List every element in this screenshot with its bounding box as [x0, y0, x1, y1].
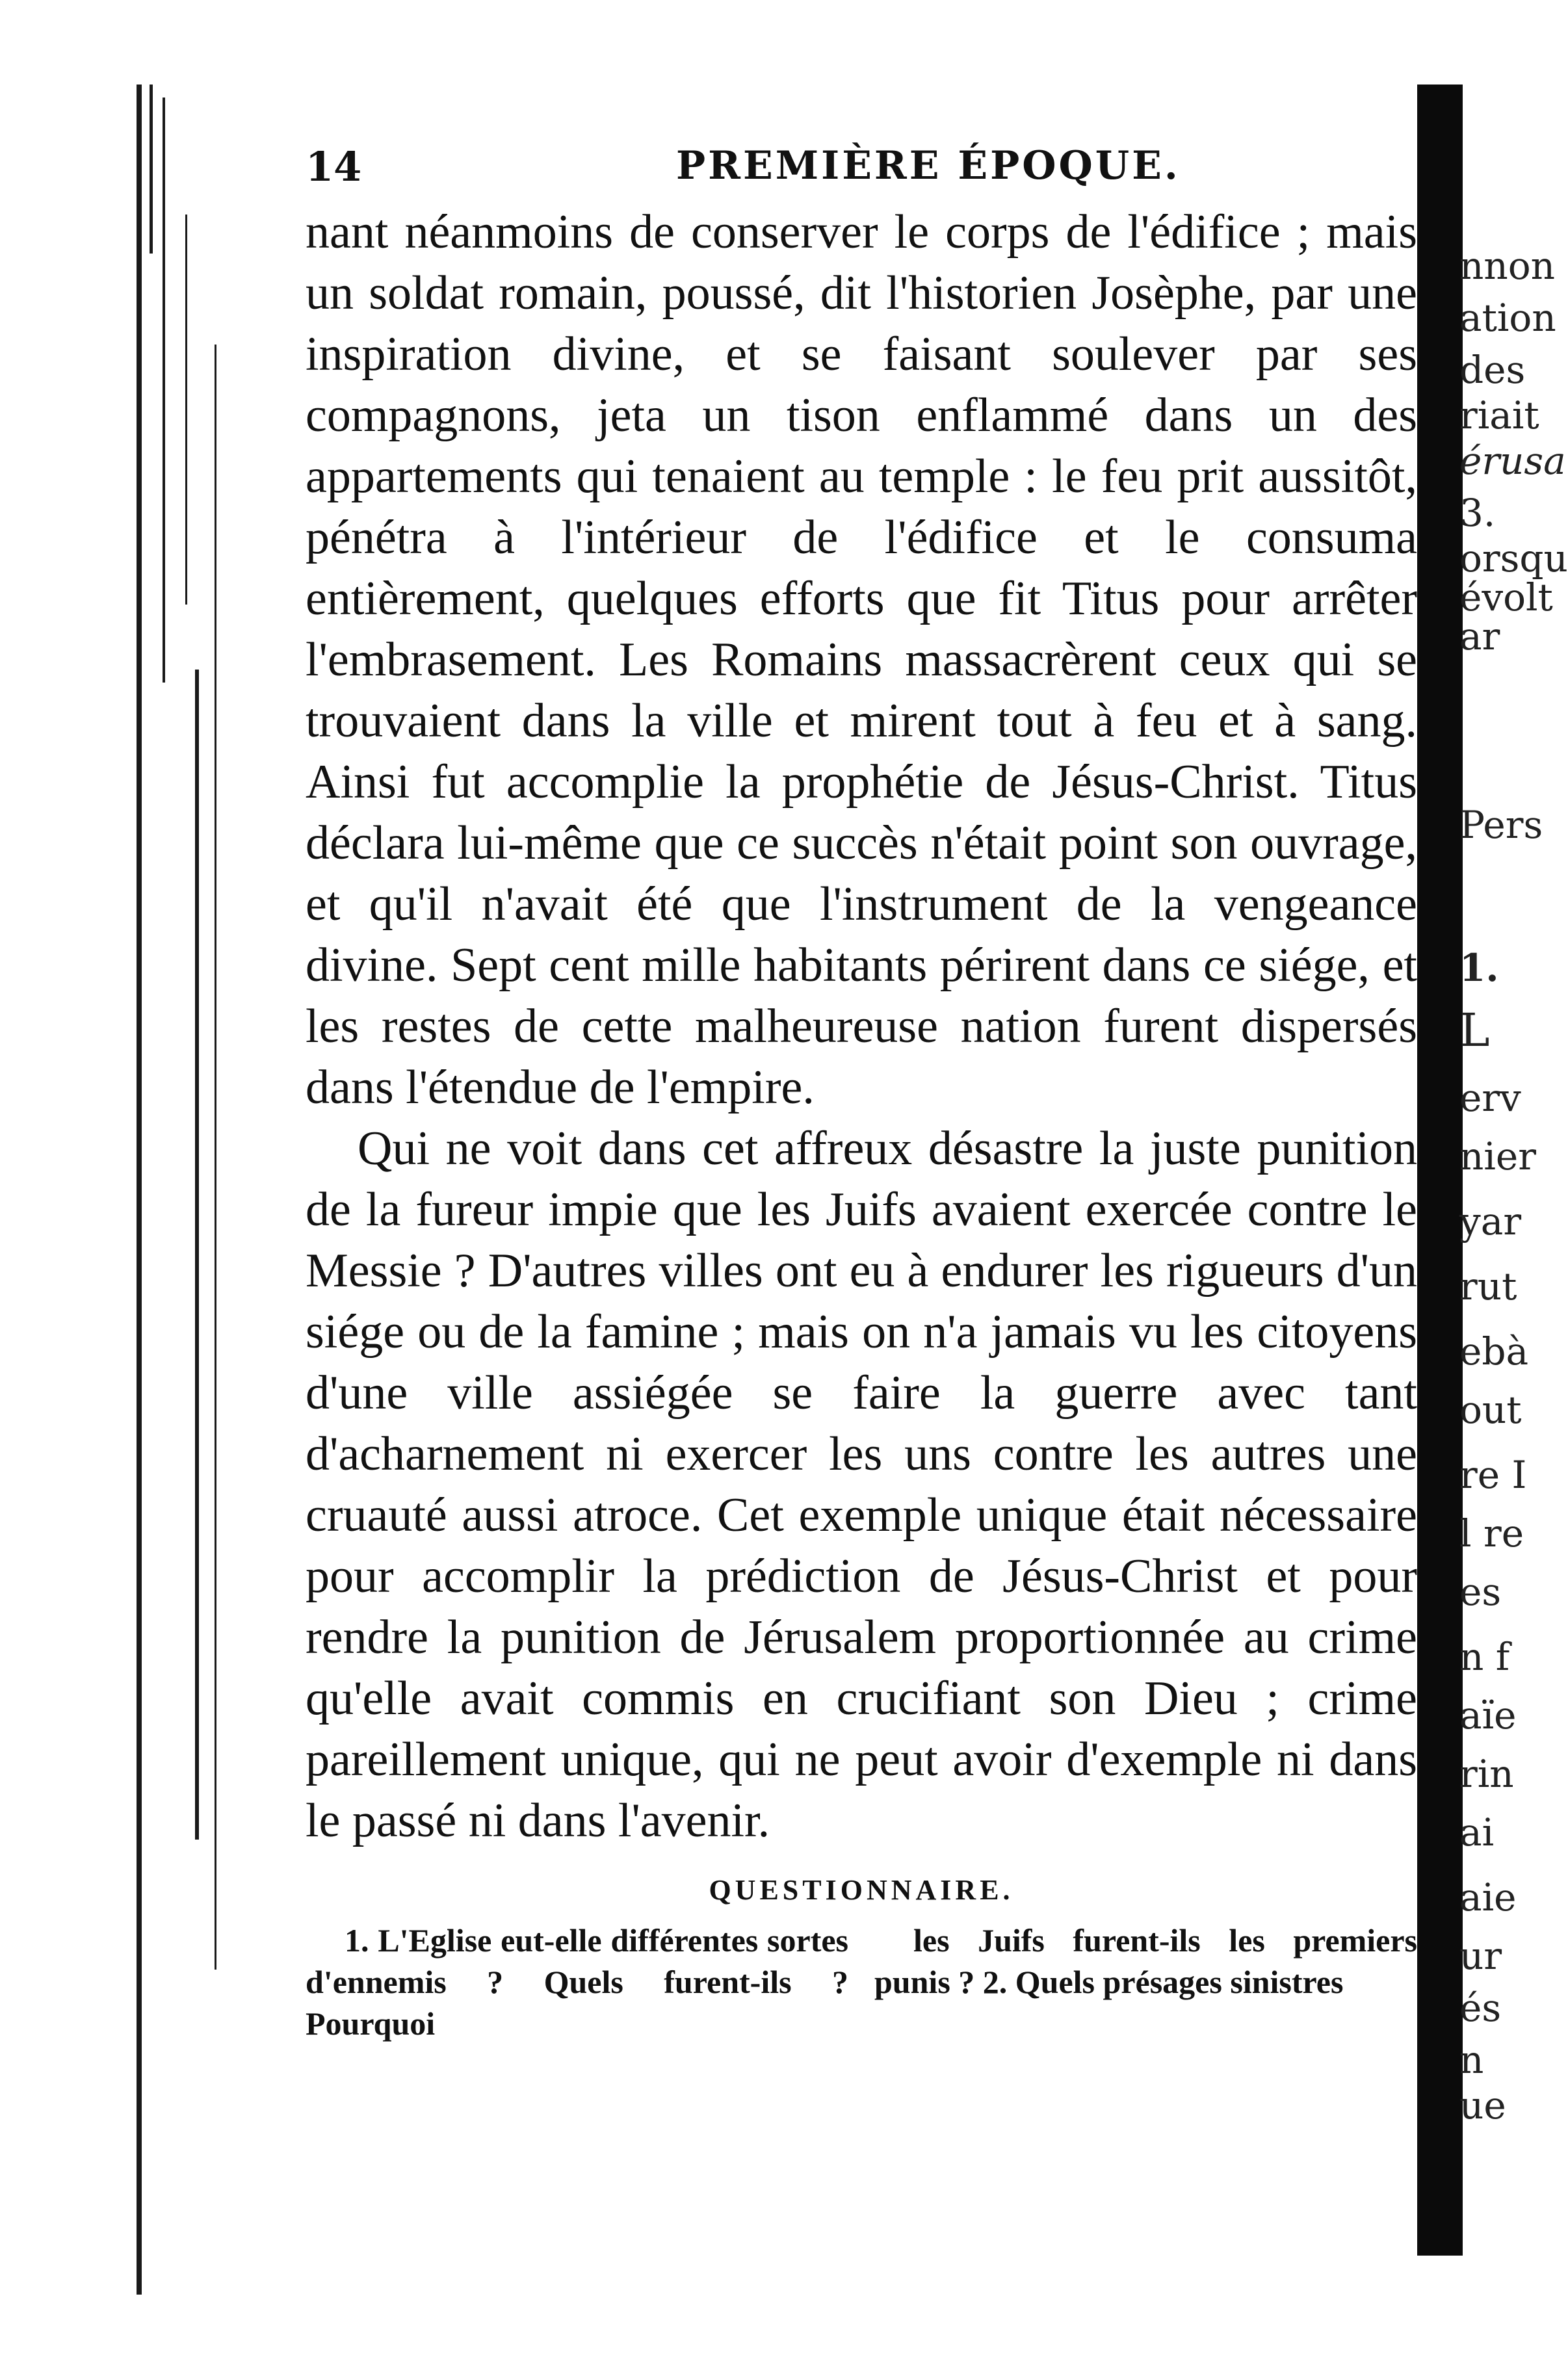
running-title: PREMIÈRE ÉPOQUE. — [676, 143, 1181, 189]
question-left: 1. L'Eglise eut-elle différentes sortes d'ennemis ? Quels furent-ils ? Pourquoi — [306, 1922, 848, 2042]
question-right: les Juifs furent-ils les premiers punis ? 2. Quels présages sinistres — [874, 1922, 1417, 2000]
book-page — [306, 130, 1417, 2044]
questionnaire-title: QUESTIONNAIRE. — [709, 1874, 1014, 1906]
paragraph: nant néanmoins de conserver le corps de l'édifice ; mais un soldat romain, poussé, dit l'historien Josèphe, par une inspiration divine, et se faisant soulever par ses compagnons, jeta un tison enflammé dans un des appartements qui tenaient au temple : le feu prit aussitôt, pénétra à l'intérieur de l'édifice et le consuma entièrement, quelques efforts que fit Titus pour arrêter l'embrasement. Les Romains massacrèrent ceux qui se trouvaient dans la ville et mirent tout à feu et à sang. Ainsi fut accomplie la prophétie de Jésus-Christ. Titus déclara lui-même que ce succès n'était point son ouvrage, et qu'il n'avait été que l'instrument de la vengeance divine. Sept cent mille habitants périrent dans ce siége, et les restes de cette malheureuse nation furent dispersés dans l'étendue de l'empire. — [306, 205, 1417, 1114]
body-text — [306, 202, 1417, 1851]
paragraph: Qui ne voit dans cet affreux désastre la juste punition de la fureur impie que les Juifs avaient exercée contre le Messie ? D'autres villes ont eu à endurer les rigueurs d'un siége ou de la famine ; mais on n'a jamais vu les citoyens d'une ville assiégée se faire la guerre avec tant d'acharnement ni exercer les uns contre les autres une cruauté aussi atroce. Cet exemple unique était nécessaire pour accomplir la prédiction de Jésus-Christ et pour rendre la punition de Jérusalem proportionnée au crime qu'elle avait commis en crucifiant son Dieu ; crime pareillement unique, qui ne peut avoir d'exemple ni dans le passé ni dans l'avenir. — [306, 1122, 1417, 1847]
facing-page-bleed: nnon ation des riait érusa 3. orsqu évolt ar Pers 1. L erv nier yar rut ebà out re I l re es n f aïe rin ai aie ur és n ue — [1459, 244, 1568, 2128]
binding-shadow — [1417, 85, 1463, 2256]
questionnaire — [306, 1920, 1417, 2044]
page-header — [306, 130, 1417, 202]
scan-edge-artifacts — [124, 85, 241, 2295]
page-number: 14 — [306, 143, 362, 190]
